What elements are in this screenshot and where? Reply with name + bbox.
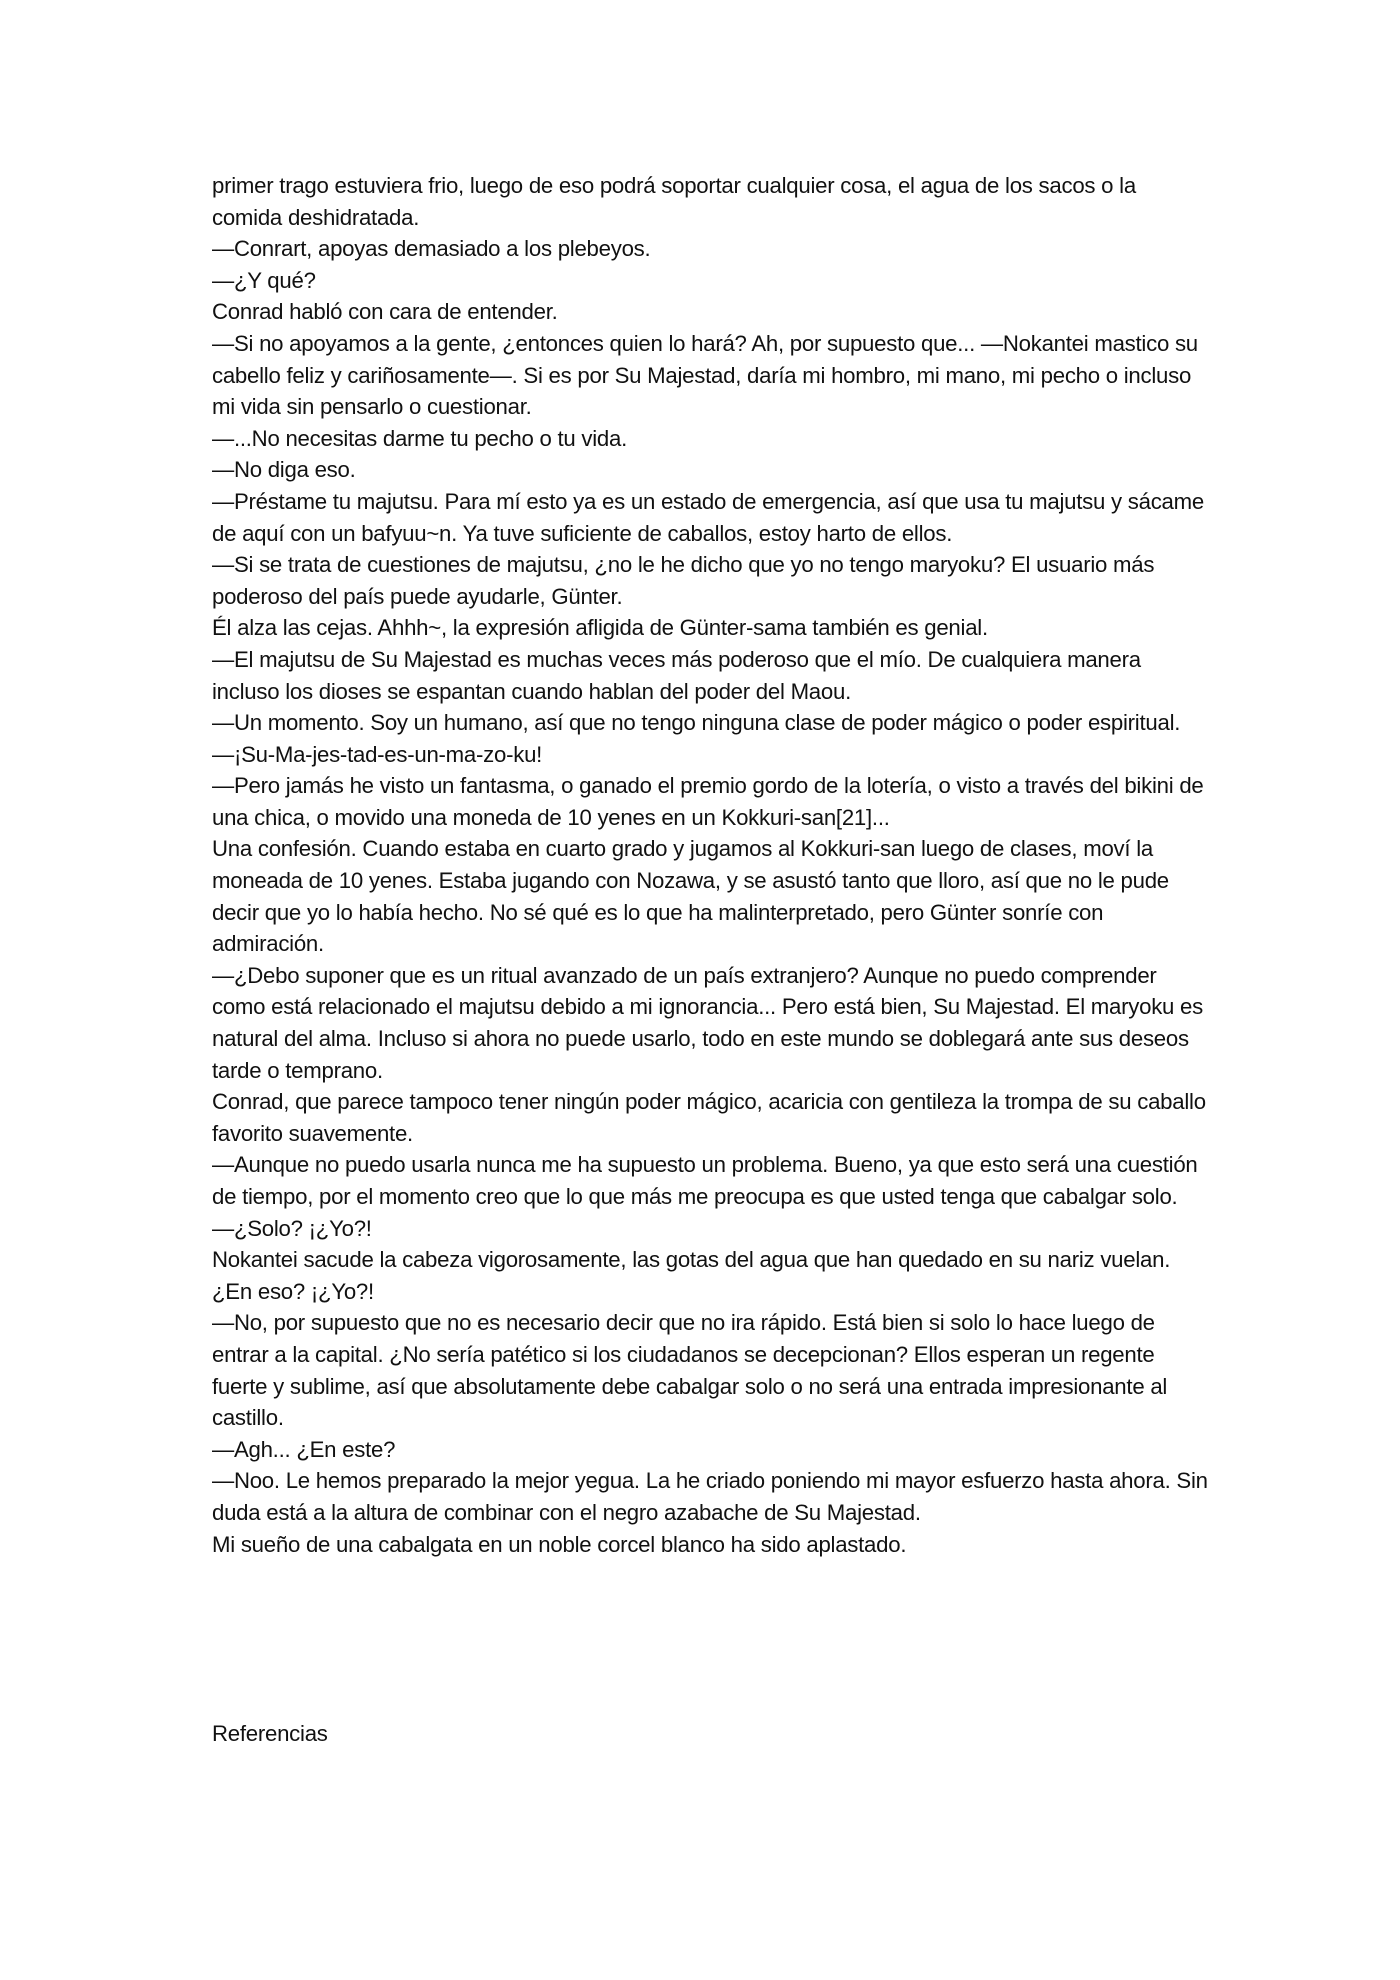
- paragraph: —Aunque no puedo usarla nunca me ha supuesto un problema. Bueno, ya que esto será una cuestión de tiempo, por el momento creo que lo que más me preocupa es que usted tenga que cabalgar solo.: [212, 1152, 1198, 1209]
- paragraph: Nokantei sacude la cabeza vigorosamente, las gotas del agua que han quedado en su nariz vuelan. ¿En eso? ¡¿Yo?!: [212, 1247, 1171, 1304]
- paragraph: —Agh... ¿En este?: [212, 1436, 396, 1462]
- references-heading: Referencias: [212, 1721, 328, 1746]
- paragraph: —Pero jamás he visto un fantasma, o ganado el premio gordo de la lotería, o visto a través del bikini de una chica, o movido una moneda de 10 yenes en un Kokkuri-san[21]...: [212, 773, 1204, 830]
- paragraph: —¿Y qué?: [212, 267, 316, 293]
- paragraph: —...No necesitas darme tu pecho o tu vida.: [212, 425, 627, 451]
- paragraph: —Si se trata de cuestiones de majutsu, ¿no le he dicho que yo no tengo maryoku? El usuario más poderoso del país puede ayudarle, Günter.: [212, 552, 1155, 609]
- paragraph: Mi sueño de una cabalgata en un noble corcel blanco ha sido aplastado.: [212, 1531, 907, 1557]
- paragraph: —¿Debo suponer que es un ritual avanzado de un país extranjero? Aunque no puedo comprender como está relacionado el majutsu debido a mi ignorancia... Pero está bien, Su Majestad. El maryoku es natural del alma. Incluso si ahora no puede usarlo, todo en este mundo se doblegará ante sus deseos tarde o temprano.: [212, 962, 1203, 1083]
- paragraph: primer trago estuviera frio, luego de eso podrá soportar cualquier cosa, el agua de los sacos o la comida deshidratada.: [212, 173, 1136, 230]
- body-text: [212, 170, 1208, 1560]
- paragraph: —No diga eso.: [212, 457, 356, 483]
- paragraph: —Noo. Le hemos preparado la mejor yegua. La he criado poniendo mi mayor esfuerzo hasta ahora. Sin duda está a la altura de combinar con el negro azabache de Su Majestad.: [212, 1468, 1208, 1525]
- paragraph: —Préstame tu majutsu. Para mí esto ya es un estado de emergencia, así que usa tu majutsu y sácame de aquí con un bafyuu~n. Ya tuve suficiente de caballos, estoy harto de ellos.: [212, 488, 1204, 546]
- paragraph: Él alza las cejas. Ahhh~, la expresión afligida de Günter-sama también es genial.: [212, 615, 988, 641]
- paragraph: Una confesión. Cuando estaba en cuarto grado y jugamos al Kokkuri-san luego de clases, moví la moneada de 10 yenes. Estaba jugando con Nozawa, y se asustó tanto que lloro, así que no le pude decir que yo lo había hecho. No sé qué es lo que ha malinterpretado, pero Günter sonríe con admiración.: [212, 836, 1169, 957]
- paragraph: —¡Su-Ma-jes-tad-es-un-ma-zo-ku!: [212, 741, 543, 767]
- paragraph: Conrad, que parece tampoco tener ningún poder mágico, acaricia con gentileza la trompa de su caballo favorito suavemente.: [212, 1089, 1206, 1146]
- paragraph: —El majutsu de Su Majestad es muchas veces más poderoso que el mío. De cualquiera manera incluso los dioses se espantan cuando hablan del poder del Maou.: [212, 646, 1141, 704]
- paragraph: —¿Solo? ¡¿Yo?!: [212, 1215, 372, 1241]
- paragraph: —Si no apoyamos a la gente, ¿entonces quien lo hará? Ah, por supuesto que... —Nokantei mastico su cabello feliz y cariñosamente—. Si es por Su Majestad, daría mi hombro, mi mano, mi pecho o incluso mi vida sin pensarlo o cuestionar.: [212, 330, 1198, 420]
- paragraph: Conrad habló con cara de entender.: [212, 299, 558, 325]
- paragraph: —Conrart, apoyas demasiado a los plebeyos.: [212, 236, 651, 262]
- paragraph: —Un momento. Soy un humano, así que no tengo ninguna clase de poder mágico o poder espiritual.: [212, 710, 1181, 736]
- paragraph: —No, por supuesto que no es necesario decir que no ira rápido. Está bien si solo lo hace luego de entrar a la capital. ¿No sería patético si los ciudadanos se decepcionan? Ellos esperan un regente fuerte y sublime, así que absolutamente debe cabalgar solo o no será una entrada impresionante al castillo.: [212, 1310, 1168, 1431]
